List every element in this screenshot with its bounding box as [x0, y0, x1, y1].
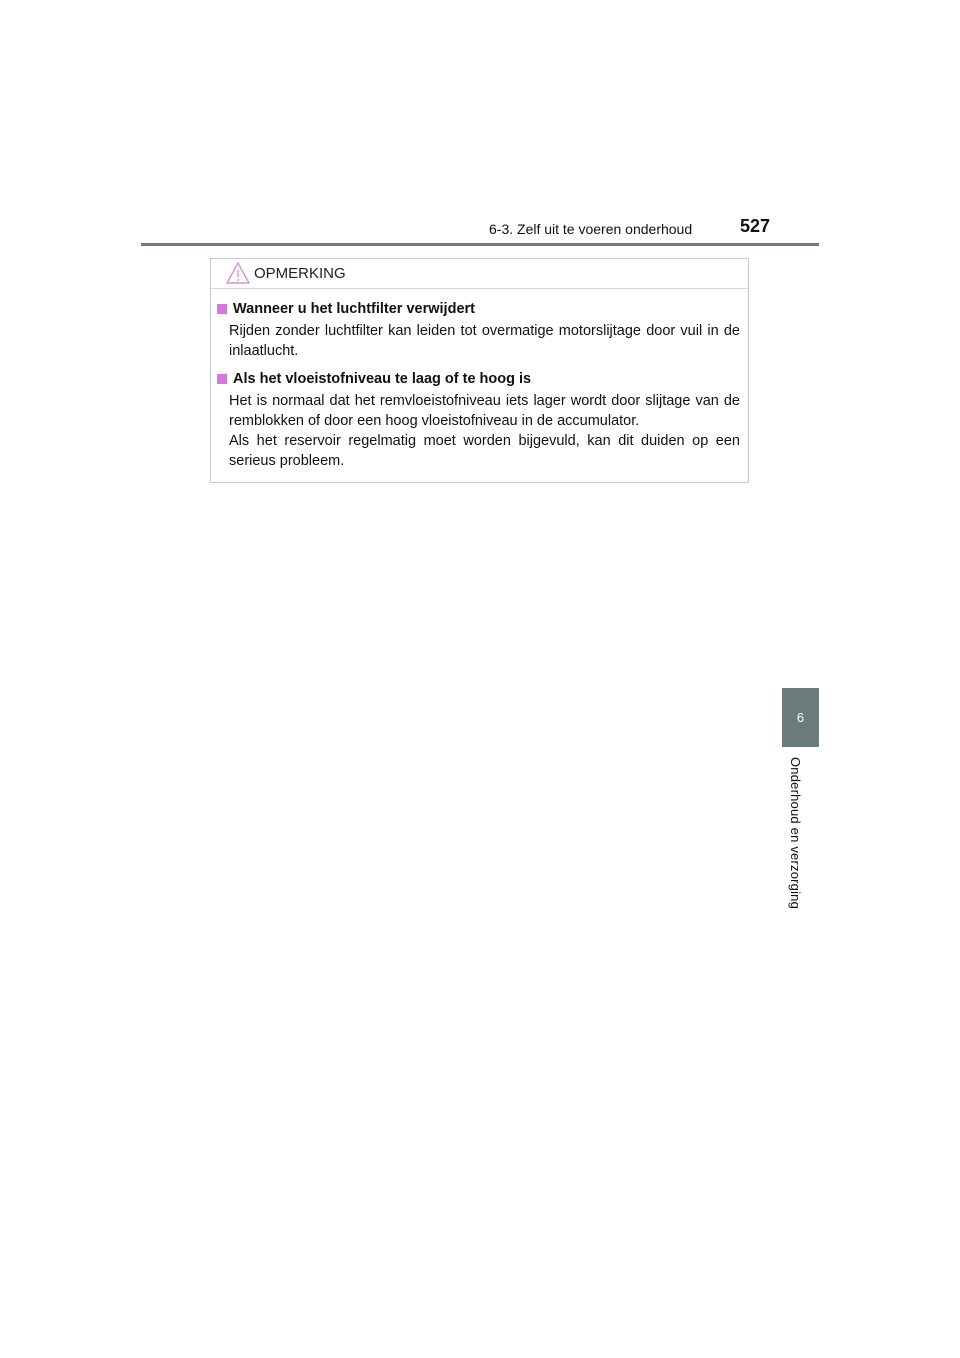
section-title: 6-3. Zelf uit te voeren onderhoud: [489, 221, 693, 237]
item-paragraph: Het is normaal dat het remvloeistofniveau iets lager wordt door slijtage van de remblokken of door een hoog vloeistofniveau in de accumulator.: [229, 393, 740, 429]
chapter-label: Onderhoud en verzorging: [788, 757, 803, 910]
item-title: Wanneer u het luchtfilter verwijdert: [233, 301, 475, 317]
notice-title: OPMERKING: [254, 265, 346, 282]
notice-box: [210, 258, 749, 483]
chapter-tab: [782, 688, 819, 747]
item-paragraph: Rijden zonder luchtfilter kan leiden tot overmatige motorslijtage door vuil in de inlaatlucht.: [229, 323, 740, 359]
header-rule: [141, 243, 819, 246]
notice-body: [211, 299, 750, 479]
chapter-number: 6: [796, 710, 805, 725]
notice-header: [211, 259, 748, 289]
square-bullet-icon: [217, 304, 227, 314]
notice-item: [211, 299, 750, 361]
square-bullet-icon: [217, 374, 227, 384]
warning-triangle-icon: [226, 262, 250, 284]
item-title: Als het vloeistofniveau te laag of te hoog is: [233, 371, 532, 387]
item-heading: [211, 369, 750, 389]
item-paragraph: Als het reservoir regelmatig moet worden bijgevuld, kan dit duiden op een serieus probleem.: [229, 433, 740, 469]
item-heading: [211, 299, 750, 319]
page-number: 527: [740, 216, 771, 236]
notice-item: [211, 369, 750, 471]
